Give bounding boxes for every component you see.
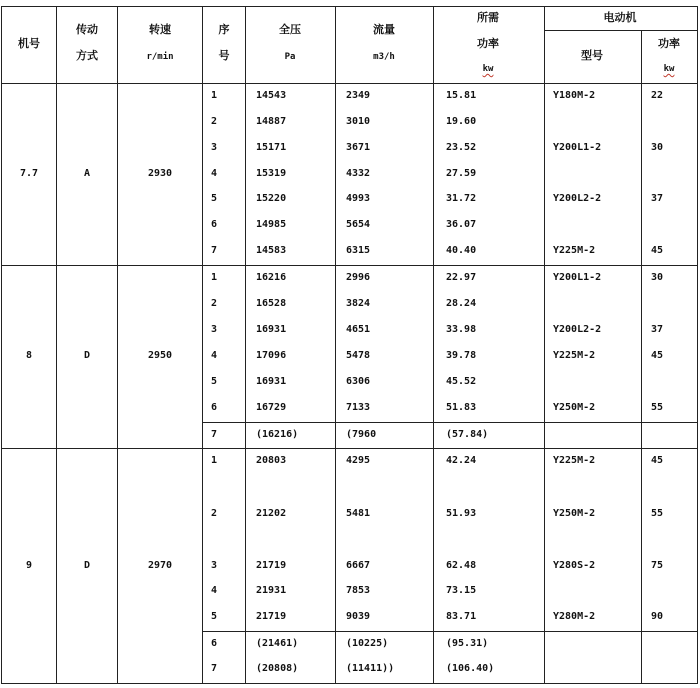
group-3-model: 9 xyxy=(25,560,33,571)
table-cell-pressure: 14985 xyxy=(256,219,287,230)
table-cell-flow: 6667 xyxy=(346,560,371,571)
table-cell-power: 45.52 xyxy=(446,376,477,387)
table-cell-flow: 3824 xyxy=(346,298,371,309)
table-cell-flow: 3671 xyxy=(346,142,371,153)
table-cell-flow: 5481 xyxy=(346,508,371,519)
table-cell-power: 27.59 xyxy=(446,168,477,179)
table-cell-power: 62.48 xyxy=(446,560,477,571)
table-cell-power: 40.40 xyxy=(446,245,477,256)
table-cell-flow: 6306 xyxy=(346,376,371,387)
rule-motor-header xyxy=(544,30,697,31)
rule-col-drive xyxy=(56,6,57,684)
header-flow-unit: m3/h xyxy=(373,52,395,62)
group-3-drive: D xyxy=(83,560,91,571)
motor-type: Y225M-2 xyxy=(553,455,596,466)
table-cell-seq: 2 xyxy=(211,508,218,519)
table-cell-flow: 4651 xyxy=(346,324,371,335)
table-cell-seq: 2 xyxy=(211,298,218,309)
header-speed: 转速 xyxy=(149,23,171,36)
table-cell-flow: 4993 xyxy=(346,193,371,204)
motor-kw: 30 xyxy=(651,142,664,153)
table-cell-seq: 6 xyxy=(211,638,218,649)
table-cell-flow: 7853 xyxy=(346,585,371,596)
table-cell-seq: 6 xyxy=(211,402,218,413)
table-cell-power: 23.52 xyxy=(446,142,477,153)
table-cell-flow: (11411)) xyxy=(346,663,395,674)
table-cell-power: 83.71 xyxy=(446,611,477,622)
table-cell-pressure: (20808) xyxy=(256,663,299,674)
table-cell-power: 36.07 xyxy=(446,219,477,230)
motor-type: Y280M-2 xyxy=(553,611,596,622)
rule-col-motor-kw xyxy=(641,30,642,684)
rule-col-flow xyxy=(335,6,336,684)
table-cell-flow: 5654 xyxy=(346,219,371,230)
motor-type: Y180M-2 xyxy=(553,90,596,101)
rule-header-bottom xyxy=(1,83,697,84)
table-cell-power: 51.83 xyxy=(446,402,477,413)
table-cell-power: 19.60 xyxy=(446,116,477,127)
table-cell-seq: 4 xyxy=(211,168,218,179)
rule-col-speed xyxy=(117,6,118,684)
motor-type: Y200L1-2 xyxy=(553,272,602,283)
table-cell-pressure: 14583 xyxy=(256,245,287,256)
table-cell-flow: 4332 xyxy=(346,168,371,179)
rule-col-pressure xyxy=(245,6,246,684)
motor-kw: 75 xyxy=(651,560,664,571)
table-cell-power: 51.93 xyxy=(446,508,477,519)
table-cell-pressure: 16216 xyxy=(256,272,287,283)
table-cell-power: 39.78 xyxy=(446,350,477,361)
group-1-speed: 2930 xyxy=(147,168,173,179)
header-power-unit: kw xyxy=(482,64,494,74)
table-cell-pressure: 16931 xyxy=(256,376,287,387)
motor-kw: 37 xyxy=(651,324,664,335)
table-cell-seq: 3 xyxy=(211,560,218,571)
motor-kw: 30 xyxy=(651,272,664,283)
table-cell-seq: 4 xyxy=(211,585,218,596)
table-cell-pressure: 16931 xyxy=(256,324,287,335)
rule-top xyxy=(1,6,697,7)
header-drive-1: 传动 xyxy=(76,23,98,36)
table-cell-power: 22.97 xyxy=(446,272,477,283)
table-cell-pressure: 21719 xyxy=(256,560,287,571)
table-cell-power: 42.24 xyxy=(446,455,477,466)
motor-type: Y200L2-2 xyxy=(553,193,602,204)
table-cell-power: 31.72 xyxy=(446,193,477,204)
rule-group-3-row-6 xyxy=(202,631,697,632)
rule-group-1-bottom xyxy=(1,265,697,266)
group-2-model: 8 xyxy=(25,350,33,361)
header-pressure: 全压 xyxy=(279,23,301,36)
motor-kw: 55 xyxy=(651,508,664,519)
table-cell-pressure: 21202 xyxy=(256,508,287,519)
rule-col-seq xyxy=(202,6,203,684)
table-cell-pressure: 15171 xyxy=(256,142,287,153)
header-power-2: 功率 xyxy=(477,37,499,50)
motor-type: Y280S-2 xyxy=(553,560,596,571)
table-cell-seq: 1 xyxy=(211,90,218,101)
table-cell-flow: 5478 xyxy=(346,350,371,361)
header-seq-2: 号 xyxy=(218,49,230,62)
table-cell-seq: 2 xyxy=(211,116,218,127)
group-2-drive: D xyxy=(83,350,91,361)
header-seq-1: 序 xyxy=(218,23,230,36)
table-cell-power: (57.84) xyxy=(446,429,489,440)
table-cell-seq: 7 xyxy=(211,245,218,256)
table-cell-flow: 9039 xyxy=(346,611,371,622)
table-cell-power: 73.15 xyxy=(446,585,477,596)
table-cell-flow: 7133 xyxy=(346,402,371,413)
table-cell-seq: 1 xyxy=(211,272,218,283)
table-cell-seq: 7 xyxy=(211,663,218,674)
motor-type: Y225M-2 xyxy=(553,245,596,256)
table-cell-flow: 6315 xyxy=(346,245,371,256)
table-cell-pressure: 20803 xyxy=(256,455,287,466)
rule-col-motor-type xyxy=(544,6,545,684)
header-motor-kw-1: 功率 xyxy=(658,37,680,50)
group-1-drive: A xyxy=(83,168,91,179)
table-cell-pressure: 21931 xyxy=(256,585,287,596)
header-power-1: 所需 xyxy=(477,11,499,24)
table-cell-pressure: 15220 xyxy=(256,193,287,204)
table-cell-flow: 2349 xyxy=(346,90,371,101)
rule-left xyxy=(1,6,2,684)
table-cell-seq: 5 xyxy=(211,376,218,387)
motor-kw: 37 xyxy=(651,193,664,204)
group-2-speed: 2950 xyxy=(147,350,173,361)
rule-group-2-bottom xyxy=(1,448,697,449)
table-cell-pressure: (16216) xyxy=(256,429,299,440)
table-cell-power: 28.24 xyxy=(446,298,477,309)
motor-kw: 55 xyxy=(651,402,664,413)
table-cell-pressure: 14543 xyxy=(256,90,287,101)
table-cell-flow: 3010 xyxy=(346,116,371,127)
motor-kw: 45 xyxy=(651,455,664,466)
table-cell-seq: 4 xyxy=(211,350,218,361)
motor-type: Y200L2-2 xyxy=(553,324,602,335)
table-cell-seq: 5 xyxy=(211,611,218,622)
table-cell-pressure: 21719 xyxy=(256,611,287,622)
table-cell-seq: 7 xyxy=(211,429,218,440)
motor-kw: 45 xyxy=(651,245,664,256)
table-cell-power: (106.40) xyxy=(446,663,495,674)
header-flow: 流量 xyxy=(373,23,395,36)
table-cell-flow: (7960 xyxy=(346,429,377,440)
rule-col-power xyxy=(433,6,434,684)
table-cell-seq: 5 xyxy=(211,193,218,204)
table-cell-pressure: 16528 xyxy=(256,298,287,309)
rule-right xyxy=(697,6,698,684)
header-motor-kw-2: kw xyxy=(663,64,675,74)
table-cell-seq: 6 xyxy=(211,219,218,230)
motor-kw: 90 xyxy=(651,611,664,622)
table-cell-pressure: 16729 xyxy=(256,402,287,413)
table-cell-pressure: (21461) xyxy=(256,638,299,649)
motor-type: Y250M-2 xyxy=(553,508,596,519)
rule-group-2-row-7 xyxy=(202,422,697,423)
table-cell-flow: (10225) xyxy=(346,638,389,649)
header-speed-unit: r/min xyxy=(146,52,174,62)
table-cell-pressure: 14887 xyxy=(256,116,287,127)
header-pressure-unit: Pa xyxy=(284,52,296,62)
table-cell-seq: 1 xyxy=(211,455,218,466)
motor-type: Y250M-2 xyxy=(553,402,596,413)
motor-type: Y225M-2 xyxy=(553,350,596,361)
table-cell-power: 33.98 xyxy=(446,324,477,335)
table-cell-seq: 3 xyxy=(211,324,218,335)
table-cell-power: (95.31) xyxy=(446,638,489,649)
table-cell-flow: 4295 xyxy=(346,455,371,466)
motor-kw: 22 xyxy=(651,90,664,101)
table-cell-seq: 3 xyxy=(211,142,218,153)
motor-type: Y200L1-2 xyxy=(553,142,602,153)
table-cell-power: 15.81 xyxy=(446,90,477,101)
header-motor: 电动机 xyxy=(603,11,637,24)
header-drive-2: 方式 xyxy=(76,49,98,62)
table-cell-pressure: 17096 xyxy=(256,350,287,361)
motor-kw: 45 xyxy=(651,350,664,361)
group-1-model: 7.7 xyxy=(19,168,39,179)
rule-bottom xyxy=(1,683,697,684)
table-cell-pressure: 15319 xyxy=(256,168,287,179)
header-model-no: 机号 xyxy=(18,37,40,50)
table-cell-flow: 2996 xyxy=(346,272,371,283)
header-motor-type: 型号 xyxy=(581,49,603,62)
group-3-speed: 2970 xyxy=(147,560,173,571)
